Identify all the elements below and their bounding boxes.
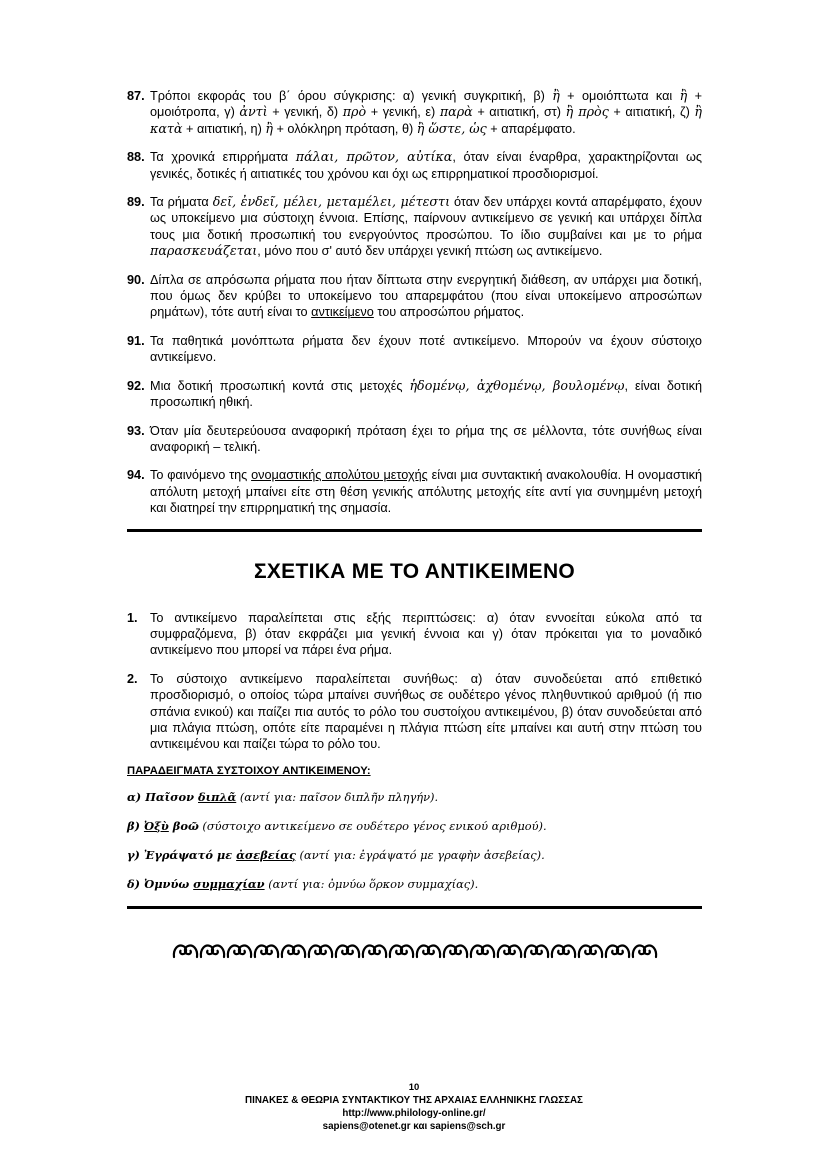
example-line — [127, 819, 702, 834]
item-number: 92. — [127, 378, 145, 393]
text-run: + απαρέμφατο. — [486, 121, 576, 136]
text-run: Τα χρονικά επιρρήματα — [150, 150, 296, 165]
page-footer — [0, 1082, 828, 1133]
text-run: , είναι δοτική προσωπική ηθική. — [150, 378, 703, 410]
list-item — [127, 378, 702, 411]
example-line — [127, 848, 702, 863]
text-run: + γενική, ε) — [366, 105, 440, 120]
text-run: δ) Ὀμνύω — [127, 876, 194, 891]
text-run: Το φαινόμενο της — [150, 468, 252, 483]
examples-block — [127, 765, 702, 892]
page-number: 10 — [408, 1082, 420, 1093]
text-run: + γενική, δ) — [267, 105, 343, 120]
text-run: πάλαι, πρῶτον, αὐτίκα — [295, 149, 453, 165]
list-item — [127, 333, 702, 366]
text-run: Τρόποι εκφοράς του β΄ όρου σύγκρισης: α) γενική συγκριτική, β) — [150, 89, 553, 103]
bottom-divider-rule — [127, 906, 702, 909]
text-run: ἢ — [679, 88, 688, 103]
text-run: + αιτιατική, η) — [182, 121, 266, 136]
list-item — [127, 423, 702, 456]
item-number: 89. — [127, 195, 145, 210]
text-run: ἢ κατὰ — [150, 104, 702, 136]
item-number: 93. — [127, 423, 145, 438]
text-run: + ομοιόπτωτα και — [559, 89, 680, 103]
list-item — [127, 671, 702, 753]
text-run: Τα ρήματα — [150, 195, 213, 210]
fleuron-ornament-icon — [172, 941, 658, 963]
list-item — [127, 88, 702, 137]
text-run: πρὸ — [342, 104, 367, 120]
item-number: 1. — [127, 610, 138, 625]
text-run: + αιτιατική, στ) — [472, 105, 566, 120]
text-run: παρὰ — [439, 104, 473, 120]
text-run: ἢ — [552, 88, 560, 103]
text-run: του απροσώπου ρήματος. — [373, 305, 525, 320]
text-run: (αντί για: ὀμνύω ὅρκον συμμαχίας). — [264, 876, 479, 891]
text-run: ἀντὶ — [239, 104, 268, 120]
example-line — [127, 790, 702, 805]
item-text — [150, 378, 702, 411]
text-run: δεῖ, ἐνδεῖ, μέλει, μεταμέλει, μέτεστι — [212, 194, 451, 210]
text-run: βοῶ — [168, 818, 199, 833]
item-text — [150, 671, 702, 753]
text-run: συμμαχίαν — [193, 876, 265, 891]
list-item — [127, 272, 702, 321]
item-text — [150, 467, 702, 516]
item-number: 90. — [127, 272, 145, 287]
list-item — [127, 194, 702, 260]
item-text — [150, 272, 702, 321]
text-run: ἢ πρὸς — [565, 104, 609, 120]
text-run: Ὀξὺ — [143, 818, 169, 833]
text-run: ἢ ὥστε, ὡς — [416, 120, 487, 136]
item-number: 87. — [127, 89, 145, 103]
text-run: + ομοιότροπα, γ) — [150, 89, 703, 120]
text-run: ἢ — [265, 120, 273, 136]
text-run: Το αντικείμενο παραλείπεται στις εξής περιπτώσεις: α) όταν εννοείται εύκολα από τα συμφραζόμενα, β) όταν εκφράζει μια γενική έννοια και γ) όταν πρόκειται για το μοναδικό αντικείμενο που μπορεί να πάρει ένα ρήμα. — [150, 610, 702, 658]
text-run: + αιτιατική, ζ) — [608, 105, 695, 120]
text-run: , όταν είναι έναρθρα, χαρακτηρίζονται ως γενικές, δοτικές ή αιτιατικές του χρόνου και όχι ως επιρρηματικοί προσδιορισμοί. — [150, 150, 702, 181]
text-run: γ) Ἐγράψατό με — [127, 847, 237, 862]
text-run: Τα παθητικά μονόπτωτα ρήματα δεν έχουν ποτέ αντικείμενο. Μπορούν να έχουν σύστοιχο αντικείμενο. — [150, 333, 702, 365]
text-run: (αντί για: ἐγράψατό με γραφὴν ἀσεβείας). — [295, 847, 545, 862]
text-run: παρασκευάζεται — [150, 243, 258, 259]
item-text — [150, 333, 702, 366]
text-run: Το σύστοιχο αντικείμενο παραλείπεται συνήθως: α) όταν συνοδεύεται από επιθετικό προσδιορισμό, ο οποίος τώρα μπαίνει συνήθως σε ουδέτερο γένος πληθυντικού αριθμού (ή πιο σπάνια ενικού) και παίζει πια αυτός το ρόλο του συστοίχου αντικειμένου, β) όταν συνοδεύεται από μια πλάγια πτώση, οπότε είτε παραμένει η πλάγια πτώση είτε μπαίνει και αυτή στην πτώση του αντικειμένου και παίζει τώρα το ρόλο του. — [150, 671, 702, 752]
text-run: (αντί για: παῖσον διπλῆν πληγήν). — [236, 789, 439, 804]
text-run: όταν δεν υπάρχει κοντά απαρέμφατο, έχουν ως υποκείμενο μια σύστοιχη έννοια. Επίσης, παίρνουν αντικείμενο σε γενική και υπάρχει δίπλα τους μια δοτική προσωπική του ενεργούντος προσώπου. Το ίδιο συμβαίνει και με το ρήμα — [150, 195, 702, 242]
item-number: 2. — [127, 671, 138, 686]
text-run: + ολόκληρη πρόταση, θ) — [272, 121, 417, 136]
text-run: (σύστοιχο αντικείμενο σε ουδέτερο γένος ενικού αριθμού). — [198, 818, 547, 833]
item-number: 88. — [127, 150, 145, 165]
text-run: είναι μια συντακτική ανακολουθία. Η ονομαστική απόλυτη μετοχή μπαίνει είτε στη θέση γενικής απόλυτης μετοχής είτε αντί για συνημμένη μετοχή και διατηρεί την επιρρηματική της σημασία. — [150, 468, 703, 516]
item-text — [150, 88, 702, 137]
section-divider-rule — [127, 529, 702, 532]
list-item — [127, 149, 702, 182]
footer-emails: sapiens@otenet.gr και sapiens@sch.gr — [322, 1121, 506, 1132]
ornament-row — [127, 941, 702, 968]
text-run: α) Παῖσον — [127, 789, 199, 804]
section-title: ΣΧΕΤΙΚΑ ΜΕ ΤΟ ΑΝΤΙΚΕΙΜΕΝΟ — [253, 559, 576, 583]
footer-title: ΠΙΝΑΚΕΣ & ΘΕΩΡΙΑ ΣΥΝΤΑΚΤΙΚΟΥ ΤΗΣ ΑΡΧΑΙΑΣ ΕΛΛΗΝΙΚΗΣ ΓΛΩΣΣΑΣ — [245, 1095, 583, 1106]
example-line — [127, 877, 702, 892]
page-content — [127, 88, 702, 968]
footer-url: http://www.philology-online.gr/ — [342, 1108, 486, 1119]
text-run: β) — [127, 818, 144, 833]
text-run: αντικείμενο — [311, 305, 374, 320]
text-run: Δίπλα σε απρόσωπα ρήματα που ήταν δίπτωτα στην ενεργητική διάθεση, αν υπάρχει μια δοτική, που όμως δεν κρύβει το υποκείμενο του απαρεμφάτου (που είναι υποκείμενο απροσώπων ρημάτων), τότε αυτή είναι το — [150, 272, 702, 320]
text-run: ἡδομένῳ, ἀχθομένῳ, βουλομένῳ — [409, 377, 625, 393]
text-run: Μια δοτική προσωπική κοντά στις μετοχές — [150, 378, 410, 393]
text-run: Όταν μία δευτερεύουσα αναφορική πρόταση έχει το ρήμα της σε μέλλοντα, τότε συνήθως είναι αναφορική – τελική. — [150, 423, 702, 454]
item-text — [150, 149, 702, 182]
text-run: ἀσεβείας — [236, 847, 296, 862]
item-number: 94. — [127, 468, 145, 483]
text-run: διπλᾶ — [198, 789, 237, 804]
examples-header: ΠΑΡΑΔΕΙΓΜΑΤΑ ΣΥΣΤΟΙΧΟΥ ΑΝΤΙΚΕΙΜΕΝΟΥ: — [127, 764, 371, 777]
list-item — [127, 467, 702, 516]
item-text — [150, 194, 702, 260]
text-run: ονομαστικής απολύτου μετοχής — [251, 468, 428, 483]
text-run: , μόνο που σ' αυτό δεν υπάρχει γενική πτώση ως αντικείμενο. — [257, 244, 603, 259]
item-text — [150, 423, 702, 456]
item-number: 91. — [127, 333, 145, 348]
list-item — [127, 610, 702, 659]
item-text — [150, 610, 702, 659]
